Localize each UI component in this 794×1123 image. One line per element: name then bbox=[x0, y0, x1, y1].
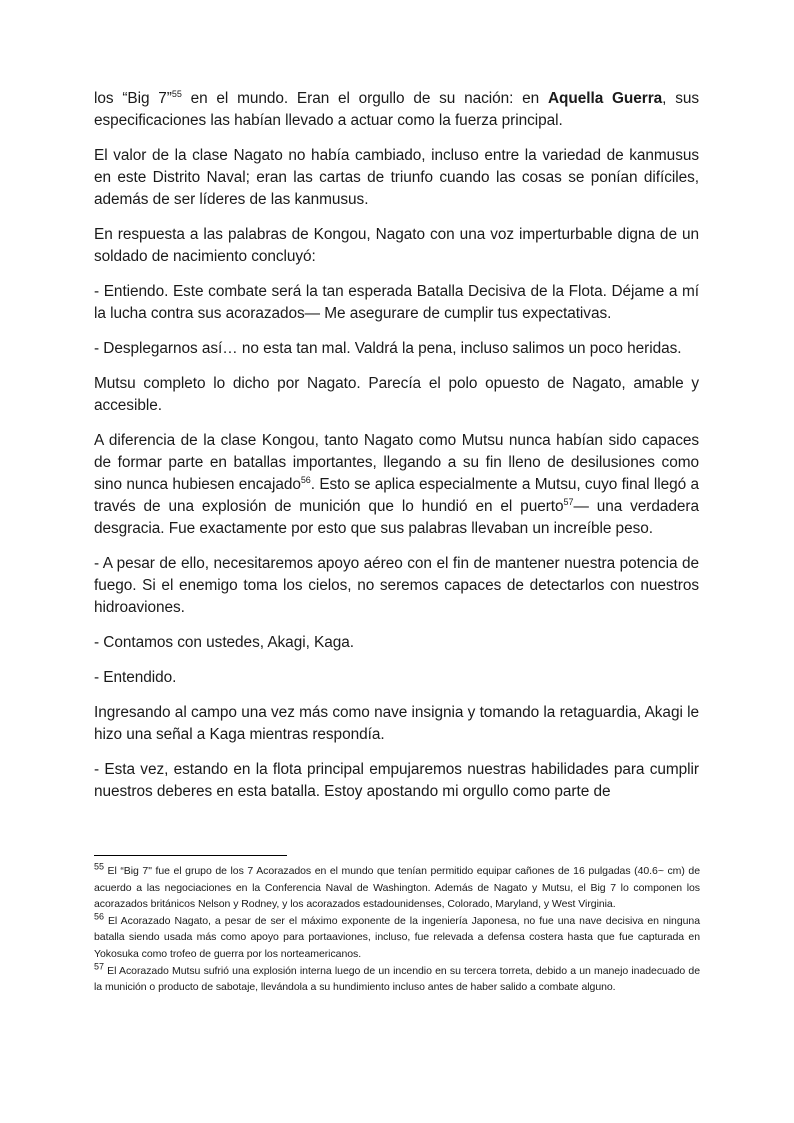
footnote-55 bbox=[94, 863, 700, 913]
footnote-text: El Acorazado Mutsu sufrió una explosión interna luego de un incendio en su tercera torreta, debido a un manejo inadecuado de la munición o producto de sabotaje, llevándola a su hundimiento incluso antes de haber salido a combate alguno. bbox=[94, 964, 700, 994]
paragraph-1-text-middle: en el mundo. Eran el orgullo de su nación: en bbox=[181, 90, 548, 107]
footnote-number: 56 bbox=[94, 911, 104, 922]
paragraph-7-text-end: — una verdadera desgracia. Fue exactamente por esto que sus palabras llevaban un increíble peso. bbox=[94, 498, 699, 537]
footnote-57 bbox=[94, 963, 700, 996]
paragraph-1-bold-phrase: Aquella Guerra bbox=[547, 90, 663, 107]
paragraph-1-text-start: los “Big 7” bbox=[94, 90, 172, 107]
footnote-ref-56[interactable]: 56 bbox=[300, 474, 311, 485]
footnote-text: El “Big 7" fue el grupo de los 7 Acorazados en el mundo que tenían permitido equipar cañones de 16 pulgadas (40.6~ cm) de acuerdo a las negociaciones en la Conferencia Naval de Washington. Además de Nagato y Mutsu, el Big 7 lo componen los acorazados británicos Nelson y Rodney, y los acorazados estadounidenses, Colorado, Maryland, y West Virginia. bbox=[94, 865, 700, 911]
footnotes bbox=[94, 863, 700, 996]
paragraph-1-text-end: , sus especificaciones las habían llevado a actuar como la fuerza principal. bbox=[94, 90, 699, 129]
paragraph-4: - Entiendo. Este combate será la tan esperada Batalla Decisiva de la Flota. Déjame a mí la lucha contra sus acorazados— Me asegurare de cumplir tus expectativas. bbox=[94, 283, 699, 322]
footnote-separator bbox=[94, 855, 287, 856]
paragraph-6: Mutsu completo lo dicho por Nagato. Parecía el polo opuesto de Nagato, amable y accesible. bbox=[94, 375, 699, 414]
paragraph-7 bbox=[94, 430, 699, 540]
paragraph-1 bbox=[94, 88, 699, 132]
paragraph-8: - A pesar de ello, necesitaremos apoyo aéreo con el fin de mantener nuestra potencia de fuego. Si el enemigo toma los cielos, no seremos capaces de detectarlos con nuestros hidroaviones. bbox=[94, 555, 699, 616]
footnote-ref-55[interactable]: 55 bbox=[171, 88, 182, 99]
page-body bbox=[94, 88, 699, 816]
footnote-number: 55 bbox=[94, 861, 104, 872]
paragraph-10: - Entendido. bbox=[94, 669, 177, 686]
paragraph-3: En respuesta a las palabras de Kongou, Nagato con una voz imperturbable digna de un soldado de nacimiento concluyó: bbox=[94, 226, 699, 265]
paragraph-12: - Esta vez, estando en la flota principal empujaremos nuestras habilidades para cumplir nuestros deberes en esta batalla. Estoy apostando mi orgullo como parte de bbox=[94, 761, 699, 800]
footnote-number: 57 bbox=[94, 961, 104, 972]
paragraph-7-text-start: A diferencia de la clase Kongou, tanto Nagato como Mutsu nunca habían sido capaces de formar parte en batallas importantes, llegando a su fin lleno de desilusiones como sino nunca hubiesen encajado bbox=[94, 432, 699, 493]
paragraph-9: - Contamos con ustedes, Akagi, Kaga. bbox=[94, 634, 354, 651]
paragraph-11: Ingresando al campo una vez más como nave insignia y tomando la retaguardia, Akagi le hizo una señal a Kaga mientras respondía. bbox=[94, 704, 699, 743]
paragraph-2: El valor de la clase Nagato no había cambiado, incluso entre la variedad de kanmusus en este Distrito Naval; eran las cartas de triunfo cuando las cosas se ponían difíciles, además de ser líderes de las kanmusus. bbox=[94, 147, 699, 208]
footnote-text: El Acorazado Nagato, a pesar de ser el máximo exponente de la ingeniería Japonesa, no fue una nave decisiva en ninguna batalla siendo usada más como apoyo para portaaviones, incluso, fue relevada a defensa costera hasta que fue capturada en Yokosuka como trofeo de guerra por los norteamericanos. bbox=[94, 914, 700, 960]
footnote-ref-57[interactable]: 57 bbox=[563, 496, 574, 507]
footnote-56 bbox=[94, 913, 700, 963]
paragraph-7-text-middle: . Esto se aplica especialmente a Mutsu, cuyo final llegó a través de una explosión de munición que lo hundió en el puerto bbox=[94, 476, 699, 515]
paragraph-5: - Desplegarnos así… no esta tan mal. Valdrá la pena, incluso salimos un poco heridas. bbox=[94, 340, 682, 357]
